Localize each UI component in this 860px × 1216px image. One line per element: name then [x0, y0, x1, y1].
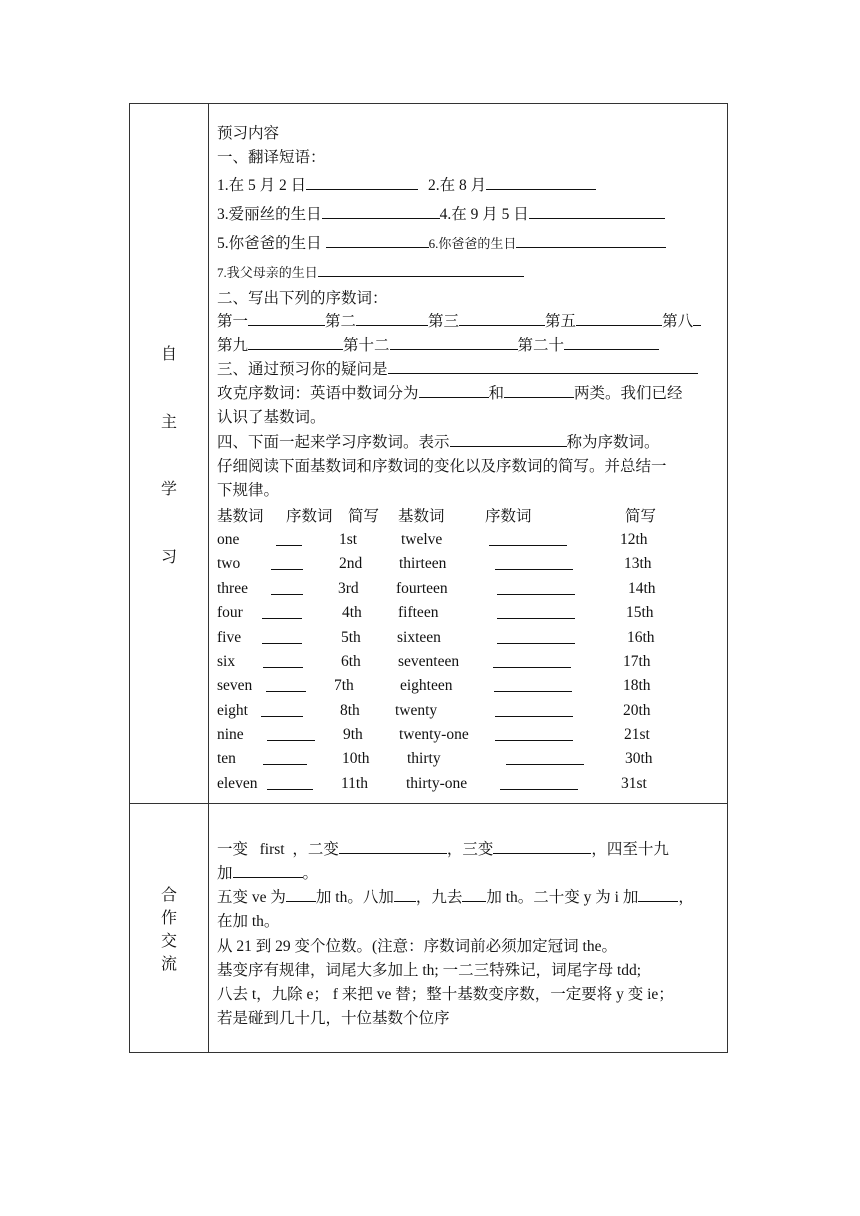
cardinal-cell: eighteen	[400, 677, 453, 694]
blank-field[interactable]	[462, 887, 486, 902]
blank-field[interactable]	[497, 580, 575, 595]
coop-line	[217, 885, 694, 907]
text: 五变 ve 为	[217, 889, 286, 906]
phrase-4: 4.在 9 月 5 日	[439, 206, 529, 223]
header-cell: 序数词	[485, 508, 532, 525]
text: 一变 first ，二变 ，三变 ，四至十九	[217, 841, 669, 858]
blank-field[interactable]	[271, 580, 303, 595]
abbr-cell: 16th	[627, 629, 655, 646]
text: 在加 th。	[217, 913, 280, 930]
abbr-cell: 4th	[342, 604, 362, 621]
abbr-cell: 17th	[623, 653, 651, 670]
abbr-cell: 30th	[625, 750, 653, 767]
text: 基变序有规律，词尾大多加上 th; 一二三特殊记，词尾字母 tdd;	[217, 962, 642, 979]
cardinal-cell: thirteen	[399, 555, 447, 572]
blank-field[interactable]	[486, 175, 596, 190]
abbr-cell: 2nd	[339, 555, 363, 572]
abbr-cell: 15th	[626, 604, 654, 621]
abbr-cell: 31st	[621, 775, 647, 792]
cardinal-cell: eleven	[217, 775, 258, 792]
abbr-cell: 21st	[624, 726, 650, 743]
section-title: 三、通过预习你的疑问是	[217, 361, 388, 378]
blank-field[interactable]	[326, 233, 429, 248]
table-row	[217, 677, 707, 697]
ordinal-word: 第八	[662, 313, 694, 330]
blank-field[interactable]	[495, 726, 573, 741]
abbr-cell: 9th	[343, 726, 363, 743]
table-row	[217, 604, 707, 624]
phrase-6: 6.你爸爸的生日	[428, 236, 517, 251]
blank-field[interactable]	[497, 604, 575, 619]
phrase-line	[217, 173, 596, 195]
table-row	[217, 555, 707, 575]
ordinal-word: 第五	[545, 313, 577, 330]
blank-field[interactable]	[459, 311, 545, 326]
abbr-cell: 3rd	[338, 580, 359, 597]
blank-field[interactable]	[394, 887, 416, 902]
text: ，	[678, 889, 694, 906]
text: 仔细阅读下面基数词和序数词的变化以及序数词的简写。并总结一	[217, 458, 667, 475]
blank-field[interactable]	[493, 653, 571, 668]
blank-field[interactable]	[564, 335, 659, 350]
abbr-cell: 6th	[341, 653, 361, 670]
phrase-2: 2.在 8 月	[428, 177, 487, 194]
blank-field[interactable]	[286, 887, 316, 902]
blank-field[interactable]	[322, 204, 440, 219]
blank-field[interactable]	[276, 531, 302, 546]
cardinal-cell: twenty	[395, 702, 438, 719]
blank-field[interactable]	[495, 702, 573, 717]
blank-field[interactable]	[263, 653, 303, 668]
blank-field[interactable]	[497, 629, 575, 644]
abbr-cell: 12th	[620, 531, 648, 548]
section-title: 四、下面一起来学习序数词。表示	[217, 434, 450, 451]
ordinal-word: 第十二	[343, 337, 390, 354]
blank-field[interactable]	[262, 604, 302, 619]
text: 两类。我们已经	[574, 385, 683, 402]
cardinal-cell: seventeen	[398, 653, 460, 670]
text: 。	[302, 865, 319, 882]
column-divider	[208, 104, 209, 1052]
abbr-cell: 11th	[341, 775, 368, 792]
text: 从 21 到 29 变个位数。(注意：序数词前必须加定冠词 the。	[217, 938, 617, 955]
coop-line	[217, 861, 318, 883]
abbr-cell: 8th	[340, 702, 360, 719]
ordinal-word: 第二十	[517, 337, 565, 354]
ordinal-word: 第一	[217, 313, 249, 330]
blank-field[interactable]	[638, 887, 678, 902]
abbr-cell: 1st	[339, 531, 358, 548]
heading: 预习内容	[217, 125, 280, 142]
text: 加	[217, 865, 233, 882]
blank-field[interactable]	[495, 555, 573, 570]
table-row	[217, 629, 707, 649]
cardinal-cell: two	[217, 555, 241, 572]
ordinal-word: 第九	[217, 337, 249, 354]
blank-field[interactable]	[504, 383, 574, 398]
text: 称为序数词。	[566, 434, 660, 451]
row2-label-char: 作	[160, 910, 177, 927]
phrase-line	[217, 231, 666, 253]
section-title: 二、写出下列的序数词：	[217, 290, 388, 307]
attack-line	[217, 381, 683, 403]
header-cell: 简写	[625, 508, 657, 525]
row-divider	[130, 803, 727, 804]
abbr-cell: 13th	[624, 555, 652, 572]
phrase-3: 3.爱丽丝的生日	[217, 206, 322, 223]
abbr-cell: 14th	[628, 580, 656, 597]
cardinal-cell: four	[217, 604, 243, 621]
blank-field[interactable]	[262, 629, 302, 644]
blank-field[interactable]	[263, 750, 307, 765]
cardinal-cell: eight	[217, 702, 248, 719]
phrase-1: 1.在 5 月 2 日	[217, 177, 307, 194]
blank-field[interactable]	[390, 335, 518, 350]
text: 攻克序数词：英语中数词分为	[217, 385, 419, 402]
blank-field[interactable]	[306, 175, 418, 190]
blank-field[interactable]	[248, 311, 325, 326]
cardinal-cell: seven	[217, 677, 253, 694]
cardinal-cell: three	[217, 580, 248, 597]
blank-field[interactable]	[516, 233, 666, 248]
blank-field[interactable]	[267, 775, 313, 790]
blank-field[interactable]	[493, 839, 591, 854]
blank-field[interactable]	[494, 677, 572, 692]
phrase-5: 5.你爸爸的生日	[217, 235, 322, 252]
row2-label-char: 流	[160, 956, 177, 973]
cardinal-cell: nine	[217, 726, 244, 743]
ordinal-word: 第三	[428, 313, 460, 330]
table-header	[217, 504, 707, 524]
row2-label-char: 交	[160, 933, 177, 950]
header-cell: 序数词	[286, 508, 333, 525]
abbr-cell: 7th	[334, 677, 354, 694]
section-title: 一、翻译短语：	[217, 149, 326, 166]
question-line	[217, 357, 698, 379]
ordinal-line	[217, 333, 659, 355]
phrase-7: 7.我父母亲的生日	[217, 265, 318, 280]
abbr-cell: 18th	[623, 677, 651, 694]
blank-field[interactable]	[233, 863, 303, 878]
row1-label-char: 习	[160, 549, 177, 566]
blank-field[interactable]	[318, 262, 524, 277]
blank-field[interactable]	[271, 555, 303, 570]
cardinal-cell: twelve	[401, 531, 443, 548]
text: 认识了基数词。	[217, 409, 326, 426]
blank-field[interactable]	[529, 204, 665, 219]
text: 和	[488, 385, 505, 402]
blank-field[interactable]	[693, 311, 701, 326]
cardinal-cell: six	[217, 653, 236, 670]
blank-field[interactable]	[576, 311, 662, 326]
cardinal-cell: fourteen	[396, 580, 448, 597]
blank-field[interactable]	[356, 311, 428, 326]
blank-field[interactable]	[266, 677, 306, 692]
cardinal-cell: one	[217, 531, 240, 548]
table-row	[217, 702, 707, 722]
cardinal-cell: thirty	[407, 750, 441, 767]
ordinal-line	[217, 309, 701, 331]
cardinal-cell: twenty-one	[399, 726, 469, 743]
blank-field[interactable]	[388, 359, 698, 374]
row1-label-char: 学	[160, 481, 177, 498]
table-row	[217, 750, 707, 770]
table-row	[217, 531, 707, 551]
blank-field[interactable]	[500, 775, 578, 790]
blank-field[interactable]	[339, 839, 447, 854]
header-cell: 基数词	[398, 508, 445, 525]
blank-field[interactable]	[419, 383, 489, 398]
blank-field[interactable]	[489, 531, 567, 546]
header-cell: 简写	[348, 508, 380, 525]
table-row	[217, 580, 707, 600]
text: 加 th。二十变 y 为 i 加	[486, 889, 639, 906]
cardinal-cell: five	[217, 629, 242, 646]
blank-field[interactable]	[267, 726, 315, 741]
blank-field[interactable]	[506, 750, 584, 765]
row2-label-char: 合	[160, 887, 177, 904]
header-cell: 基数词	[217, 508, 264, 525]
blank-field[interactable]	[248, 335, 343, 350]
worksheet-table	[129, 103, 728, 1053]
cardinal-cell: fifteen	[398, 604, 439, 621]
abbr-cell: 20th	[623, 702, 651, 719]
abbr-cell: 10th	[342, 750, 370, 767]
section4-line	[217, 430, 660, 452]
text: 下规律。	[217, 482, 280, 499]
text: 若是碰到几十几，十位基数个位序	[217, 1010, 450, 1027]
coop-line	[217, 837, 720, 859]
row1-label-char: 主	[160, 414, 177, 431]
cardinal-cell: ten	[217, 750, 236, 767]
blank-field[interactable]	[261, 702, 303, 717]
phrase-line	[217, 202, 665, 224]
table-row	[217, 726, 707, 746]
table-row	[217, 775, 707, 795]
ordinal-word: 第二	[325, 313, 357, 330]
text: ，九去	[415, 889, 463, 906]
abbr-cell: 5th	[341, 629, 361, 646]
text: 加 th。八加	[315, 889, 394, 906]
phrase-line	[217, 262, 524, 281]
text: 八去 t，九除 e； f 来把 ve 替；整十基数变序数，一定要将 y 变 ie；	[217, 986, 674, 1003]
cardinal-cell: thirty-one	[406, 775, 468, 792]
cardinal-cell: sixteen	[397, 629, 441, 646]
row1-label-char: 自	[160, 346, 177, 363]
table-row	[217, 653, 707, 673]
blank-field[interactable]	[450, 432, 567, 447]
